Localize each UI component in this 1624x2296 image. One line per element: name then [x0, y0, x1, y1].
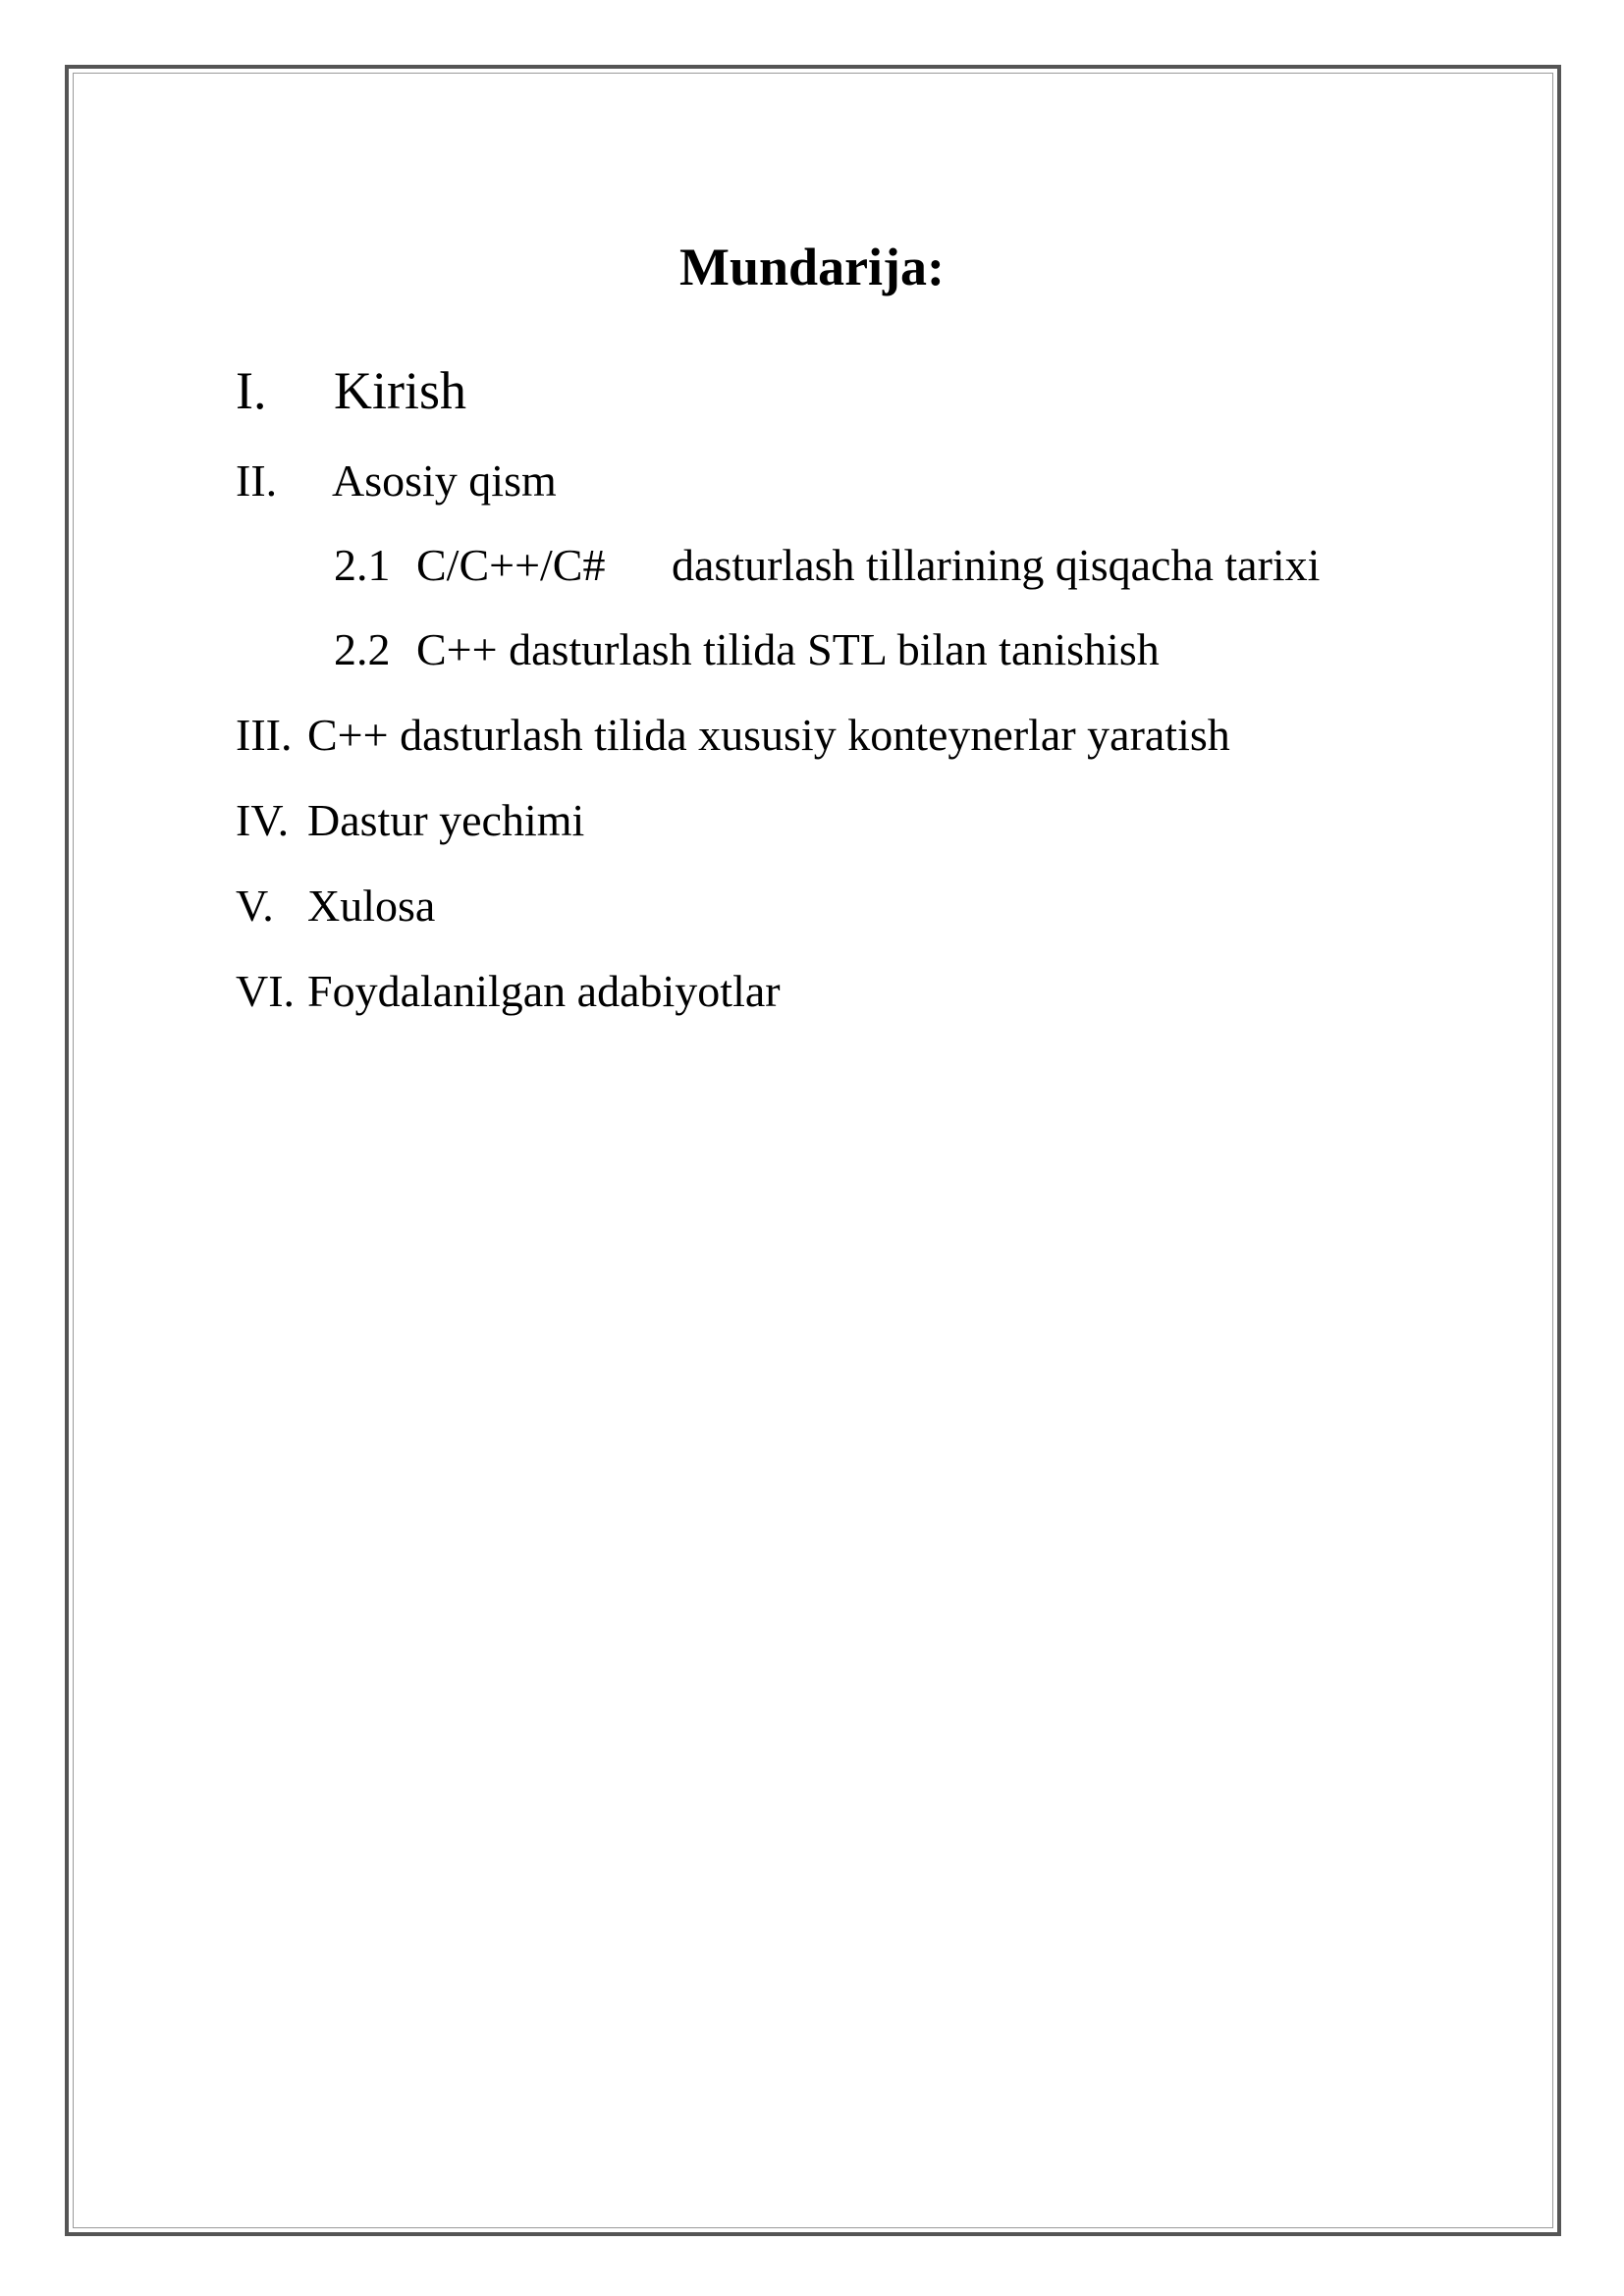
- toc-subitem-2-2: [334, 622, 1414, 677]
- toc-item-xususiy-konteynerlar: [236, 708, 1414, 763]
- toc-item-label: Foydalanilgan adabiyotlar: [307, 966, 781, 1016]
- toc-item-label: Xulosa: [307, 881, 436, 931]
- toc-item-number: II.: [236, 455, 278, 506]
- toc-item-number: 2.2: [334, 624, 391, 674]
- toc-item-kirish: [236, 359, 825, 422]
- toc-item-label: Asosiy qism: [332, 455, 557, 506]
- toc-item-label: Dastur yechimi: [307, 795, 585, 845]
- toc-item-dastur-yechimi: [236, 793, 1021, 848]
- toc-item-label-history: dasturlash tillarining qisqacha tarixi: [672, 540, 1321, 590]
- page-title: Mundarija:: [679, 238, 945, 296]
- toc-item-number: I.: [236, 361, 267, 420]
- toc-item-adabiyotlar: [236, 964, 1021, 1019]
- toc-item-number: III.: [236, 710, 293, 760]
- toc-item-label: C++ dasturlash tilida STL bilan tanishish: [416, 624, 1160, 674]
- toc-item-number: 2.1: [334, 540, 391, 590]
- toc-item-number: IV.: [236, 795, 290, 845]
- toc-item-number: VI.: [236, 966, 296, 1016]
- toc-item-asosiy-qism: [236, 454, 825, 508]
- toc-item-xulosa: [236, 879, 1021, 934]
- toc-item-label: C++ dasturlash tilida xususiy konteynerlar yaratish: [307, 710, 1230, 760]
- toc-subitem-2-1: [334, 538, 1414, 593]
- toc-item-number: V.: [236, 881, 274, 931]
- toc-item-label-languages: C/C++/C#: [416, 540, 606, 590]
- toc-item-label: Kirish: [334, 361, 466, 420]
